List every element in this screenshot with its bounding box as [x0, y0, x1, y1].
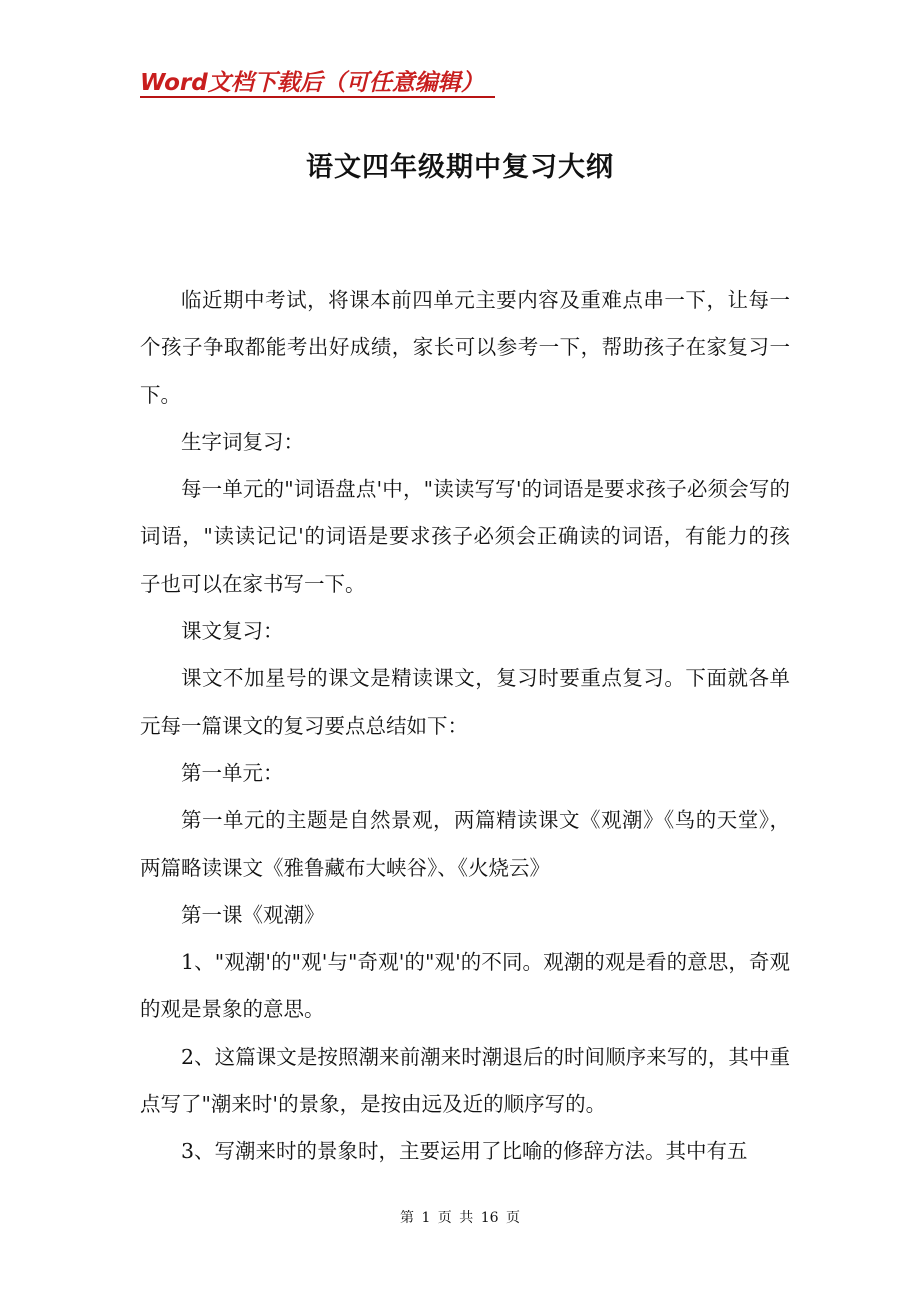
heading-unit-one: 第一单元：: [181, 760, 284, 785]
paragraph-unit-one: 第一单元的主题是自然景观，两篇精读课文《观潮》《鸟的天堂》，两篇略读课文《雅鲁藏布大峡谷》、《火烧云》: [140, 808, 790, 880]
paragraph-text-review: 课文不加星号的课文是精读课文，复习时要重点复习。下面就各单元每一篇课文的复习要点总结如下：: [140, 666, 790, 738]
paragraph-vocabulary: 每一单元的"词语盘点'中，"读读写写'的词语是要求孩子必须会写的词语，"读读记记'的词语是要求孩子必须会正确读的词语，有能力的孩子也可以在家书写一下。: [140, 477, 790, 596]
heading-vocabulary-review: 生字词复习：: [181, 429, 304, 454]
document-title: 语文四年级期中复习大纲: [306, 152, 614, 183]
watermark-text: Word文档下载后（可任意编辑）: [140, 70, 484, 96]
document-body: [140, 277, 790, 1176]
paragraph-intro: 临近期中考试，将课本前四单元主要内容及重难点串一下，让每一个孩子争取都能考出好成绩，家长可以参考一下，帮助孩子在家复习一下。: [140, 288, 790, 407]
paragraph-point-1: 1、"观潮'的"观'与"奇观'的"观'的不同。观潮的观是看的意思，奇观的观是景象的意思。: [140, 950, 790, 1022]
paragraph-point-2: 2、这篇课文是按照潮来前潮来时潮退后的时间顺序来写的，其中重点写了"潮来时'的景象，是按由远及近的顺序写的。: [140, 1044, 790, 1117]
heading-text-review: 课文复习：: [181, 619, 284, 644]
paragraph-point-3: 3、写潮来时的景象时，主要运用了比喻的修辞方法。其中有五: [181, 1139, 748, 1164]
page-number-footer: 第 1 页 共 16 页: [400, 1210, 520, 1226]
heading-lesson-one: 第一课《观潮》: [181, 902, 325, 927]
download-watermark-header: [140, 62, 495, 98]
